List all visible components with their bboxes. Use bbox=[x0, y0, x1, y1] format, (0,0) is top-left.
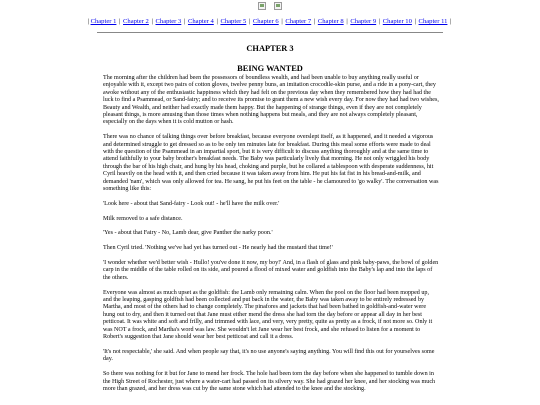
header-images bbox=[0, 0, 540, 13]
chapter-link-4[interactable]: Chapter 4 bbox=[187, 18, 214, 25]
nav-separator: | bbox=[183, 18, 186, 25]
chapter-link-6[interactable]: Chapter 6 bbox=[252, 18, 279, 25]
chapter-navigation bbox=[0, 17, 540, 26]
nav-separator: | bbox=[87, 18, 89, 25]
nav-separator: | bbox=[151, 18, 153, 25]
nav-separator: | bbox=[216, 18, 218, 25]
chapter-text bbox=[103, 75, 439, 401]
paragraph: The morning after the children had been the possessors of boundless wealth, and had been unable to buy anything really useful or enjoyable with it, except two pairs of cotton gloves, twelve penny buns, an imitation crocodile-skin purse, and a ride in a pony-cart, they awoke without any of the enthusiastic happiness which they had felt on the previous day when they remembered how they had had the luck to find a Psammead, or Sand-fairy; and to receive its promise to grant them a new wish every day. For now they had had two wishes, Beauty and Wealth, and neither had exactly made them happy. But the happening of strange things, even if they are not completely pleasant things, is more amusing than those times when nothing happens but meals, and they are not always completely pleasant, especially on the days when it is cold mutton or hash. bbox=[103, 75, 439, 126]
paragraph: So there was nothing for it but for Jane to mend her frock. The hole had been torn the day before when she happened to tumble down in the High Street of Rochester, just where a water-cart had passed on its silvery way. She had grazed her knee, and her stocking was much more than grazed, and her dress was cut by the same stone which had attended to the knee and the stocking. bbox=[103, 371, 436, 392]
nav-separator: | bbox=[248, 18, 251, 25]
paragraph: Everyone was almost as much upset as the goldfish: the Lamb only remaining calm. When the pool on the floor had been mopped up, and the leaping, gasping goldfish had been collected and put back in the water, the Baby was taken away to be entirely redressed by Martha, and most of the others had to change completely. The pinafores and jackets that had been bathed in goldfish-and-water were hung out to dry, and then it turned out that Jane must either mend the dress she had torn the day before or appear all day in her best petticoat. It was white and soft and frilly, and trimmed with lace, and very, very pretty, quite as pretty as a frock, if not more so. Only it was NOT a frock, and Martha's word was law. She wouldn't let Jane wear her best frock, and she refused to listen for a moment to Robert's suggestion that Jane should wear her best petticoat and call it a dress. bbox=[103, 289, 433, 341]
paragraph: 'It's not respectable,' she said. And when people say that, it's no use anyone's saying anything. You will find this out for yourselves some day. bbox=[103, 348, 435, 363]
chapter-link-3[interactable]: Chapter 3 bbox=[155, 18, 182, 25]
nav-separator: | bbox=[313, 18, 316, 25]
paragraph: Then Cyril tried. 'Nothing we've had yet has turned out - He nearly had the mustard that time!' bbox=[103, 245, 333, 252]
chapter-link-10[interactable]: Chapter 10 bbox=[382, 18, 412, 25]
broken-image-icon bbox=[274, 2, 282, 10]
nav-separator: | bbox=[450, 18, 452, 25]
paragraph: 'I wonder whether we'd better wish - Hullo! you've done it now, my boy!' And, in a flash of glass and pink baby-paws, the bowl of golden carp in the middle of the table rolled on its side, and poured a flood of mixed water and goldfish into the Baby's lap and into the laps of the others. bbox=[103, 260, 439, 281]
chapter-heading: CHAPTER 3 bbox=[246, 44, 294, 53]
nav-separator: | bbox=[281, 18, 283, 25]
paragraph: There was no chance of talking things over before breakfast, because everyone overslept itself, as it happened, and it needed a vigorous and determined struggle to get dressed so as to be only ten minutes late for breakfast. During this meal some efforts were made to deal with the question of the Psammead in an impartial sport, but it is very difficult to discuss anything thoroughly and at the same time to attend faithfully to your baby brother's breakfast needs. The Baby was particularly lively that morning. He not only wriggled his body through the bar of his high chair, and hung by his head, choking and purple, but he collared a tablespoon with desperate suddenness, hit Cyril heavily on the head with it, and then cried because it was taken away from him. He put his fat fist in his bread-and-milk, and demanded 'nam', which was only allowed for tea. He sang, he put his feet on the table - he clamoured to 'go walky'. The conversation was something like this: bbox=[103, 134, 439, 193]
chapter-link-2[interactable]: Chapter 2 bbox=[123, 18, 149, 25]
chapter-link-5[interactable]: Chapter 5 bbox=[220, 18, 247, 25]
chapter-link-8[interactable]: Chapter 8 bbox=[317, 18, 344, 25]
nav-separator: | bbox=[414, 18, 416, 25]
paragraph: 'Look here - about that Sand-fairy - Look out! - he'll have the milk over.' bbox=[103, 200, 280, 207]
paragraph: 'Yes - about that Fairy - No, Lamb dear, give Panther the narky poon.' bbox=[103, 230, 273, 237]
broken-image-icon bbox=[258, 2, 266, 10]
nav-separator: | bbox=[378, 18, 381, 25]
chapter-subheading: BEING WANTED bbox=[237, 64, 303, 73]
chapter-link-7[interactable]: Chapter 7 bbox=[285, 18, 312, 25]
paragraph: Milk removed to a safe distance. bbox=[103, 215, 183, 222]
chapter-link-9[interactable]: Chapter 9 bbox=[350, 18, 377, 25]
chapter-link-11[interactable]: Chapter 11 bbox=[418, 18, 448, 25]
chapter-link-1[interactable]: Chapter 1 bbox=[90, 18, 117, 25]
nav-separator: | bbox=[119, 18, 121, 25]
divider bbox=[97, 32, 443, 33]
nav-separator: | bbox=[346, 18, 348, 25]
